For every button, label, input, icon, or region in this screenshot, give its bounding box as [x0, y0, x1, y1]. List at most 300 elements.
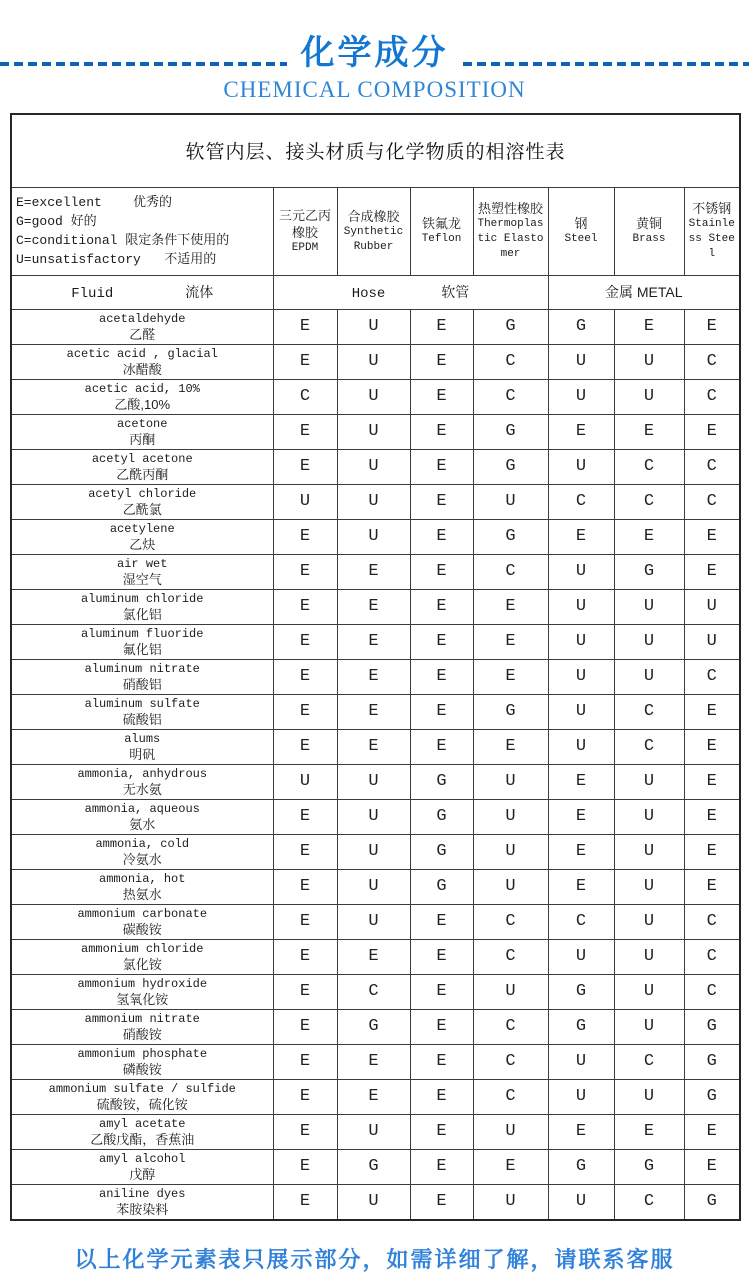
rating-cell: C — [273, 379, 337, 414]
fluid-name-zh: 硫酸铵，硫化铵 — [96, 1096, 188, 1112]
fluid-name-zh: 乙醛 — [129, 326, 156, 342]
fluid-name-cell — [11, 834, 273, 869]
fluid-name-cell — [11, 414, 273, 449]
table-row — [11, 1079, 740, 1114]
subheader-hose-zh: 软管 — [441, 284, 470, 301]
subheader-fluid-en: Fluid — [71, 286, 114, 303]
rating-cell: C — [473, 344, 548, 379]
fluid-name-cell — [11, 799, 273, 834]
rating-cell: C — [684, 344, 740, 379]
rating-cell: G — [473, 519, 548, 554]
rating-cell: G — [410, 764, 473, 799]
rating-cell: U — [614, 764, 684, 799]
legend-line-unsatisfactory: U=unsatisfactory 不适用的 — [16, 252, 217, 268]
rating-cell: E — [273, 1009, 337, 1044]
rating-cell: E — [410, 449, 473, 484]
column-header-steel — [548, 187, 614, 275]
column-header-epdm — [273, 187, 337, 275]
rating-cell: U — [614, 659, 684, 694]
rating-cell: U — [548, 1044, 614, 1079]
fluid-name-en: ammonia, anhydrous — [77, 766, 208, 781]
fluid-name-zh: 氯化铵 — [122, 956, 162, 972]
fluid-name-en: ammonium chloride — [81, 941, 204, 956]
table-header-row — [11, 187, 740, 275]
rating-cell: E — [684, 1149, 740, 1184]
fluid-name-cell — [11, 484, 273, 519]
rating-cell: U — [684, 589, 740, 624]
rating-cell: G — [614, 1149, 684, 1184]
rating-cell: C — [473, 554, 548, 589]
rating-cell: C — [337, 974, 410, 1009]
fluid-name-cell — [11, 939, 273, 974]
rating-cell: E — [337, 1079, 410, 1114]
rating-cell: E — [614, 414, 684, 449]
rating-cell: U — [548, 379, 614, 414]
fluid-rows — [11, 309, 740, 1220]
column-label-zh: 热塑性橡胶 — [477, 201, 543, 217]
fluid-name-zh: 丙酮 — [129, 431, 156, 447]
rating-cell: C — [684, 449, 740, 484]
rating-cell: E — [273, 1184, 337, 1220]
fluid-name-en: acetyl acetone — [91, 451, 193, 466]
rating-cell: E — [337, 554, 410, 589]
rating-cell: C — [473, 379, 548, 414]
rating-cell: U — [337, 1114, 410, 1149]
table-row — [11, 484, 740, 519]
rating-cell: U — [337, 449, 410, 484]
rating-cell: U — [473, 1184, 548, 1220]
table-row — [11, 799, 740, 834]
rating-cell: E — [273, 624, 337, 659]
fluid-name-cell — [11, 379, 273, 414]
fluid-name-cell — [11, 1149, 273, 1184]
fluid-name-cell — [11, 904, 273, 939]
rating-cell: U — [337, 1184, 410, 1220]
rating-cell: U — [473, 974, 548, 1009]
rating-legend — [11, 187, 273, 275]
table-row — [11, 1149, 740, 1184]
rating-cell: E — [684, 834, 740, 869]
rating-cell: U — [614, 974, 684, 1009]
legend-line-conditional: C=conditional 限定条件下使用的 — [16, 233, 230, 249]
table-row — [11, 1184, 740, 1220]
rating-cell: G — [337, 1009, 410, 1044]
column-header-teflon — [410, 187, 473, 275]
rating-cell: G — [614, 554, 684, 589]
fluid-name-zh: 氨水 — [129, 816, 156, 832]
fluid-name-en: acetylene — [109, 521, 175, 536]
column-label-en: EPDM — [291, 241, 319, 254]
subheader-fluid-zh: 流体 — [185, 284, 214, 301]
fluid-name-en: ammonia, hot — [99, 871, 186, 886]
fluid-name-cell — [11, 659, 273, 694]
rating-cell: U — [548, 729, 614, 764]
rating-cell: G — [410, 799, 473, 834]
table-row — [11, 309, 740, 344]
rating-cell: E — [548, 764, 614, 799]
rating-cell: G — [684, 1009, 740, 1044]
fluid-name-zh: 氯化铝 — [122, 606, 162, 622]
rating-cell: E — [410, 309, 473, 344]
table-row — [11, 1114, 740, 1149]
rating-cell: U — [337, 484, 410, 519]
fluid-name-zh: 硝酸铝 — [122, 676, 162, 692]
legend-line-excellent: E=excellent 优秀的 — [16, 195, 173, 211]
rating-cell: U — [548, 554, 614, 589]
rating-cell: E — [337, 659, 410, 694]
rating-cell: E — [273, 869, 337, 904]
fluid-name-en: aluminum fluoride — [81, 626, 204, 641]
fluid-name-zh: 磷酸铵 — [122, 1061, 162, 1077]
fluid-name-en: ammonium sulfate / sulfide — [48, 1081, 236, 1096]
table-row — [11, 764, 740, 799]
fluid-name-cell — [11, 554, 273, 589]
rating-cell: E — [614, 309, 684, 344]
fluid-name-cell — [11, 729, 273, 764]
column-label-en: Steel — [564, 233, 598, 246]
rating-cell: E — [684, 414, 740, 449]
fluid-name-en: alums — [124, 731, 161, 746]
fluid-name-zh: 碳酸铵 — [122, 921, 162, 937]
rating-cell: E — [410, 1149, 473, 1184]
table-row — [11, 414, 740, 449]
rating-cell: U — [337, 309, 410, 344]
column-label-zh: 钢 — [574, 216, 588, 232]
rating-cell: U — [273, 484, 337, 519]
table-row — [11, 519, 740, 554]
rating-cell: U — [548, 344, 614, 379]
page-title-en: CHEMICAL COMPOSITION — [223, 77, 526, 103]
page-title-zh: 化学成分 — [300, 34, 449, 72]
rating-cell: C — [684, 939, 740, 974]
fluid-name-zh: 乙酸戊酯，香蕉油 — [90, 1131, 195, 1147]
rating-cell: U — [548, 659, 614, 694]
rating-cell: E — [684, 1114, 740, 1149]
rating-cell: U — [473, 869, 548, 904]
rating-cell: U — [548, 1079, 614, 1114]
rating-cell: E — [337, 694, 410, 729]
rating-cell: E — [273, 589, 337, 624]
rating-cell: C — [548, 904, 614, 939]
fluid-name-zh: 戊醇 — [129, 1166, 156, 1182]
rating-cell: E — [410, 484, 473, 519]
decorative-dash-left — [0, 62, 287, 66]
fluid-name-zh: 氟化铝 — [122, 641, 162, 657]
fluid-name-zh: 乙炔 — [129, 536, 156, 552]
rating-cell: C — [548, 484, 614, 519]
fluid-name-cell — [11, 1009, 273, 1044]
column-label-en: Brass — [632, 233, 666, 246]
rating-cell: C — [473, 1079, 548, 1114]
rating-cell: E — [684, 519, 740, 554]
fluid-name-zh: 氢氧化铵 — [116, 991, 169, 1007]
rating-cell: E — [337, 624, 410, 659]
rating-cell: E — [410, 554, 473, 589]
rating-cell: U — [614, 834, 684, 869]
fluid-name-en: acetic acid , glacial — [66, 346, 218, 361]
column-label-en: Stainless Steel — [688, 218, 735, 261]
fluid-name-cell — [11, 624, 273, 659]
rating-cell: E — [410, 379, 473, 414]
table-row — [11, 379, 740, 414]
fluid-name-en: aluminum nitrate — [84, 661, 200, 676]
rating-cell: G — [548, 1009, 614, 1044]
rating-cell: G — [548, 309, 614, 344]
rating-cell: C — [684, 484, 740, 519]
title-line — [0, 34, 749, 73]
table-row — [11, 344, 740, 379]
rating-cell: G — [473, 309, 548, 344]
rating-cell: U — [614, 624, 684, 659]
fluid-name-en: amyl alcohol — [99, 1151, 186, 1166]
rating-cell: E — [273, 554, 337, 589]
fluid-name-cell — [11, 1114, 273, 1149]
fluid-name-cell — [11, 1184, 273, 1220]
table-row — [11, 1009, 740, 1044]
fluid-name-cell — [11, 449, 273, 484]
fluid-name-zh: 硝酸铵 — [122, 1026, 162, 1042]
rating-cell: E — [548, 869, 614, 904]
column-label-zh: 三元乙丙橡胶 — [278, 207, 331, 240]
rating-cell: G — [548, 974, 614, 1009]
column-label-en: Synthetic Rubber — [343, 225, 404, 253]
fluid-name-cell — [11, 589, 273, 624]
fluid-name-cell — [11, 694, 273, 729]
table-subheader-row — [11, 275, 740, 309]
rating-cell: U — [337, 799, 410, 834]
fluid-name-en: acetone — [117, 416, 168, 431]
rating-cell: E — [410, 1114, 473, 1149]
rating-cell: U — [684, 624, 740, 659]
rating-cell: U — [614, 1079, 684, 1114]
rating-cell: C — [614, 1044, 684, 1079]
table-row — [11, 729, 740, 764]
rating-cell: E — [410, 1079, 473, 1114]
table-row — [11, 659, 740, 694]
column-label-zh: 合成橡胶 — [347, 208, 400, 224]
footer-note: 以上化学元素表只展示部分，如需详细了解，请联系客服 — [74, 1246, 675, 1272]
rating-cell: G — [684, 1079, 740, 1114]
rating-cell: U — [548, 589, 614, 624]
rating-cell: C — [614, 694, 684, 729]
rating-cell: E — [273, 659, 337, 694]
rating-cell: E — [548, 834, 614, 869]
fluid-name-cell — [11, 764, 273, 799]
column-header-brass — [614, 187, 684, 275]
rating-cell: E — [337, 729, 410, 764]
rating-cell: E — [684, 309, 740, 344]
table-row — [11, 589, 740, 624]
rating-cell: E — [410, 974, 473, 1009]
table-row — [11, 869, 740, 904]
table-title: 软管内层、接头材质与化学物质的相溶性表 — [11, 114, 740, 187]
fluid-name-en: acetaldehyde — [99, 311, 186, 326]
rating-cell: C — [684, 659, 740, 694]
table-row — [11, 904, 740, 939]
rating-cell: U — [614, 1009, 684, 1044]
rating-cell: E — [548, 414, 614, 449]
rating-cell: E — [273, 344, 337, 379]
rating-cell: C — [614, 1184, 684, 1220]
rating-cell: C — [473, 1009, 548, 1044]
rating-cell: U — [473, 764, 548, 799]
rating-cell: U — [548, 1184, 614, 1220]
rating-cell: E — [410, 1009, 473, 1044]
rating-cell: U — [614, 904, 684, 939]
rating-cell: U — [548, 449, 614, 484]
fluid-name-en: air wet — [117, 556, 168, 571]
rating-cell: U — [473, 799, 548, 834]
rating-cell: C — [473, 904, 548, 939]
table-row — [11, 974, 740, 1009]
fluid-name-en: ammonia, aqueous — [84, 801, 200, 816]
rating-cell: U — [337, 834, 410, 869]
fluid-name-zh: 无水氨 — [122, 781, 162, 797]
rating-cell: E — [473, 624, 548, 659]
fluid-name-en: aluminum sulfate — [84, 696, 200, 711]
fluid-name-zh: 冷氨水 — [122, 851, 162, 867]
rating-cell: E — [273, 729, 337, 764]
rating-cell: U — [337, 344, 410, 379]
rating-cell: E — [410, 1044, 473, 1079]
rating-cell: U — [337, 764, 410, 799]
table-row — [11, 834, 740, 869]
rating-cell: C — [473, 939, 548, 974]
rating-cell: E — [614, 1114, 684, 1149]
rating-cell: U — [614, 344, 684, 379]
rating-cell: C — [614, 729, 684, 764]
rating-cell: E — [410, 694, 473, 729]
rating-cell: E — [684, 764, 740, 799]
rating-cell: E — [273, 1114, 337, 1149]
page-header — [0, 0, 749, 103]
rating-cell: E — [273, 1079, 337, 1114]
rating-cell: U — [273, 764, 337, 799]
rating-cell: E — [410, 519, 473, 554]
table-row — [11, 694, 740, 729]
rating-cell: E — [684, 694, 740, 729]
fluid-name-zh: 冰醋酸 — [122, 361, 162, 377]
fluid-name-en: ammonium phosphate — [77, 1046, 208, 1061]
fluid-name-cell — [11, 519, 273, 554]
rating-cell: U — [337, 904, 410, 939]
rating-cell: C — [614, 449, 684, 484]
fluid-name-zh: 硫酸铝 — [122, 711, 162, 727]
rating-cell: E — [273, 414, 337, 449]
fluid-name-en: amyl acetate — [99, 1116, 186, 1131]
rating-cell: E — [273, 834, 337, 869]
rating-cell: U — [337, 414, 410, 449]
table-row — [11, 449, 740, 484]
rating-cell: U — [614, 589, 684, 624]
fluid-name-zh: 乙酰氯 — [122, 501, 162, 517]
rating-cell: U — [473, 1114, 548, 1149]
rating-cell: E — [273, 974, 337, 1009]
rating-cell: G — [684, 1044, 740, 1079]
fluid-name-en: acetic acid, 10% — [84, 381, 200, 396]
fluid-name-en: acetyl chloride — [88, 486, 197, 501]
rating-cell: E — [473, 589, 548, 624]
compatibility-table — [10, 113, 741, 1221]
rating-cell: E — [410, 624, 473, 659]
rating-cell: G — [473, 694, 548, 729]
subheader-hose-en: Hose — [351, 286, 386, 303]
column-label-en: Teflon — [421, 233, 462, 246]
fluid-name-cell — [11, 974, 273, 1009]
column-label-zh: 黄铜 — [635, 216, 662, 232]
rating-cell: U — [614, 799, 684, 834]
rating-cell: E — [273, 799, 337, 834]
rating-cell: G — [684, 1184, 740, 1220]
rating-cell: U — [548, 939, 614, 974]
decorative-dash-right — [463, 62, 749, 66]
rating-cell: E — [410, 904, 473, 939]
fluid-name-zh: 乙酰丙酮 — [116, 466, 169, 482]
fluid-name-cell — [11, 309, 273, 344]
fluid-name-en: ammonium nitrate — [84, 1011, 200, 1026]
fluid-name-cell — [11, 344, 273, 379]
rating-cell: E — [273, 449, 337, 484]
rating-cell: E — [614, 519, 684, 554]
rating-cell: G — [410, 869, 473, 904]
rating-cell: U — [473, 834, 548, 869]
table-title-row — [11, 114, 740, 187]
fluid-name-cell — [11, 1044, 273, 1079]
rating-cell: E — [410, 414, 473, 449]
rating-cell: E — [273, 939, 337, 974]
rating-cell: E — [473, 659, 548, 694]
rating-cell: C — [614, 484, 684, 519]
rating-cell: E — [548, 519, 614, 554]
fluid-name-en: aniline dyes — [99, 1186, 186, 1201]
rating-cell: E — [410, 659, 473, 694]
fluid-name-en: aluminum chloride — [81, 591, 204, 606]
table-row — [11, 554, 740, 589]
rating-cell: E — [684, 729, 740, 764]
rating-cell: E — [684, 869, 740, 904]
column-header-thermoplastic-elastomer — [473, 187, 548, 275]
table-row — [11, 1044, 740, 1079]
column-header-stainless-steel — [684, 187, 740, 275]
column-header-synthetic-rubber — [337, 187, 410, 275]
rating-cell: E — [410, 589, 473, 624]
rating-cell: E — [337, 589, 410, 624]
rating-cell: G — [548, 1149, 614, 1184]
rating-cell: U — [548, 624, 614, 659]
table-row — [11, 624, 740, 659]
subheader-metal: 金属 METAL — [548, 275, 740, 309]
rating-cell: U — [548, 694, 614, 729]
rating-cell: E — [684, 799, 740, 834]
rating-cell: U — [337, 519, 410, 554]
rating-cell: E — [273, 1044, 337, 1079]
rating-cell: E — [337, 1044, 410, 1079]
rating-cell: E — [684, 554, 740, 589]
rating-cell: E — [410, 1184, 473, 1220]
subheader-hose — [273, 275, 548, 309]
rating-cell: E — [273, 1149, 337, 1184]
rating-cell: U — [614, 379, 684, 414]
rating-cell: E — [273, 309, 337, 344]
rating-cell: C — [684, 904, 740, 939]
rating-cell: E — [473, 729, 548, 764]
table-wrapper — [10, 113, 739, 1221]
rating-cell: C — [473, 1044, 548, 1079]
rating-cell: E — [410, 344, 473, 379]
fluid-name-en: ammonium hydroxide — [77, 976, 208, 991]
rating-cell: E — [548, 1114, 614, 1149]
fluid-name-zh: 苯胺染料 — [116, 1201, 169, 1217]
